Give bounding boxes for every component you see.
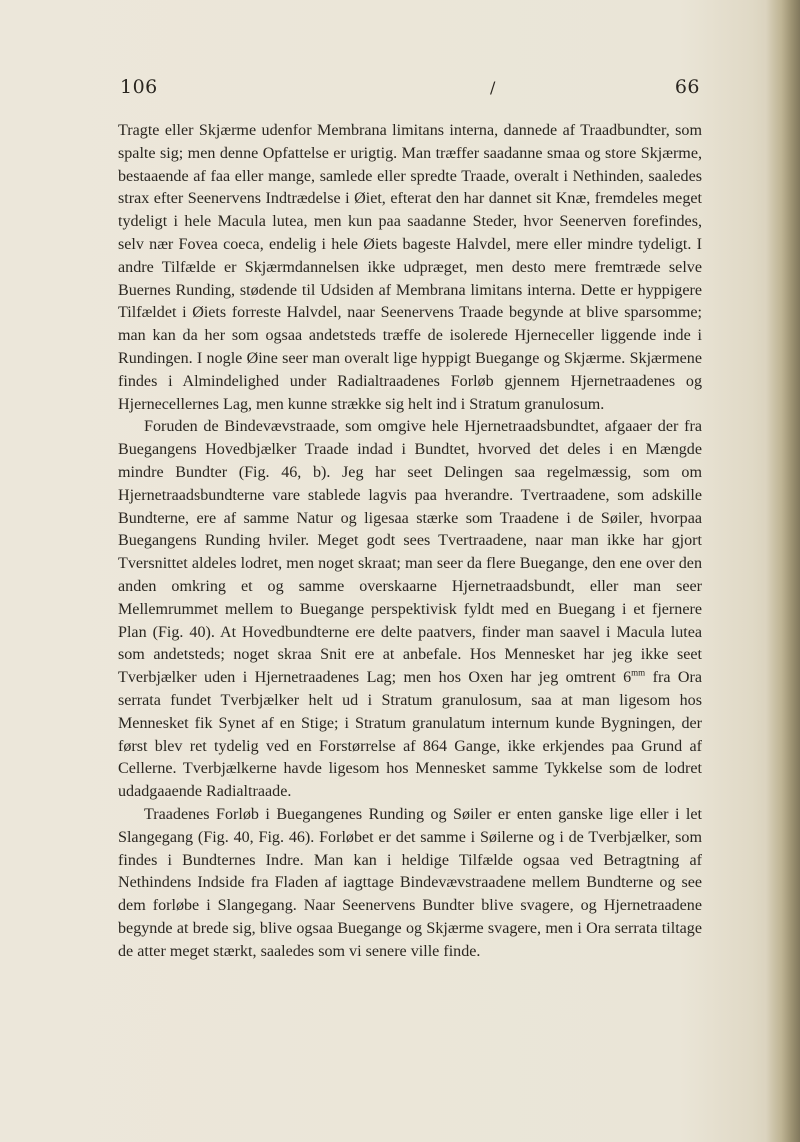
header-mark: /: [490, 78, 496, 97]
page-header: [120, 76, 700, 106]
page-number-right: 66: [674, 76, 700, 98]
page-number-left: 106: [120, 76, 158, 98]
page-edge-shadow: [766, 0, 800, 1142]
paragraph-2-part-2: fra Ora serrata fundet Tverbjælker helt ud i Stratum granulosum, saa at man ligesom hos Mennesket fik Synet af en Stige; i Stratum granulatum internum kunde Bygningen, der først blev ret tydelig ved en Forstørrelse af 864 Gange, ikke erkjendes paa Grund af Cellerne. Tverbjælkerne havde ligesom hos Mennesket samme Tykkelse som de lodret udadgaaende Radialtraade.: [118, 669, 702, 801]
paragraph-3: Traadenes Forløb i Buegangenes Runding og Søiler er enten ganske lige eller i let Slangegang (Fig. 40, Fig. 46). Forløbet er det samme i Søilerne og i de Tverbjælker, som findes i Bundternes Indre. Man kan i heldige Tilfælde ogsaa ved Betragtning af Nethindens Indside fra Fladen af iagttage Bindevævstraadene mellem Bundterne og see dem forløbe i Slangegang. Naar Seenervens Bundter blive svagere, og Hjernetraadene begynde at brede sig, blive ogsaa Buegange og Skjærme svagere, men i Ora serrata tiltage de atter meget stærkt, saaledes som vi senere ville finde.: [118, 805, 702, 960]
paragraph-2: [118, 416, 702, 804]
paragraph-1: Tragte eller Skjærme udenfor Membrana limitans interna, dannede af Traadbundter, som spalte sig; men denne Opfattelse er urigtig. Man træffer saadanne smaa og store Skjærme, bestaaende af faa eller mange, samlede eller spredte Traade, overalt i Nethinden, saaledes strax efter Seenervens Indtrædelse i Øiet, efterat den har dannet sit Knæ, fremdeles meget tydeligt i hele Macula lutea, men kun paa saadanne Steder, hvor Seenerven forefindes, selv nær Fovea coeca, endelig i hele Øiets bageste Halvdel, mere eller mindre tydeligt. I andre Tilfælde er Skjærmdannelsen ikke udpræget, men desto mere fremtræde selve Buernes Runding, stødende til Udsiden af Membrana limitans interna. Dette er hyppigere Tilfældet i Øiets forreste Halvdel, naar Seenervens Traade begynde at blive sparsomme; man kan da her som ogsaa andetsteds træffe de isolerede Hjerneceller liggende inde i Rundingen. I nogle Øine seer man overalt lige hyppigt Buegange og Skjærme. Skjærmene findes i Almindelighed under Radialtraadenes Forløb gjennem Hjernetraadenes og Hjernecellernes Lag, men kunne strække sig helt ind i Stratum granulosum.: [118, 122, 702, 413]
millimeter-superscript: mm: [631, 667, 646, 678]
body-text: [118, 120, 702, 963]
paragraph-2-part-1: Foruden de Bindevævstraade, som omgive hele Hjernetraadsbundtet, afgaaer der fra Buegangens Hovedbjælker Traade indad i Bundtet, hvorved det deles i en Mængde mindre Bundter (Fig. 46, b). Jeg har seet Delingen saa regelmæssig, som om Hjernetraadsbundterne vare stablede lagvis paa hverandre. Tvertraadene, som adskille Bundterne, ere af samme Natur og ligesaa stærke som Traadene i de Søiler, hvorpaa Buegangens Runding hviler. Meget godt sees Tvertraadene, naar man ikke har gjort Tversnittet aldeles lodret, men noget skraat; man seer da flere Buegange, den ene over den anden omkring et og samme overskaarne Hjernetraadsbundt, eller man seer Mellemrummet mellem to Buegange perspektivisk fyldt med en Buegang i et fjernere Plan (Fig. 40). At Hovedbundterne ere delte paatvers, finder man saavel i Macula lutea som andetsteds; noget skraa Snit ere at anbefale. Hos Mennesket har jeg ikke seet Tverbjælker uden i Hjernetraadenes Lag; men hos Oxen har jeg omtrent 6: [118, 418, 702, 687]
